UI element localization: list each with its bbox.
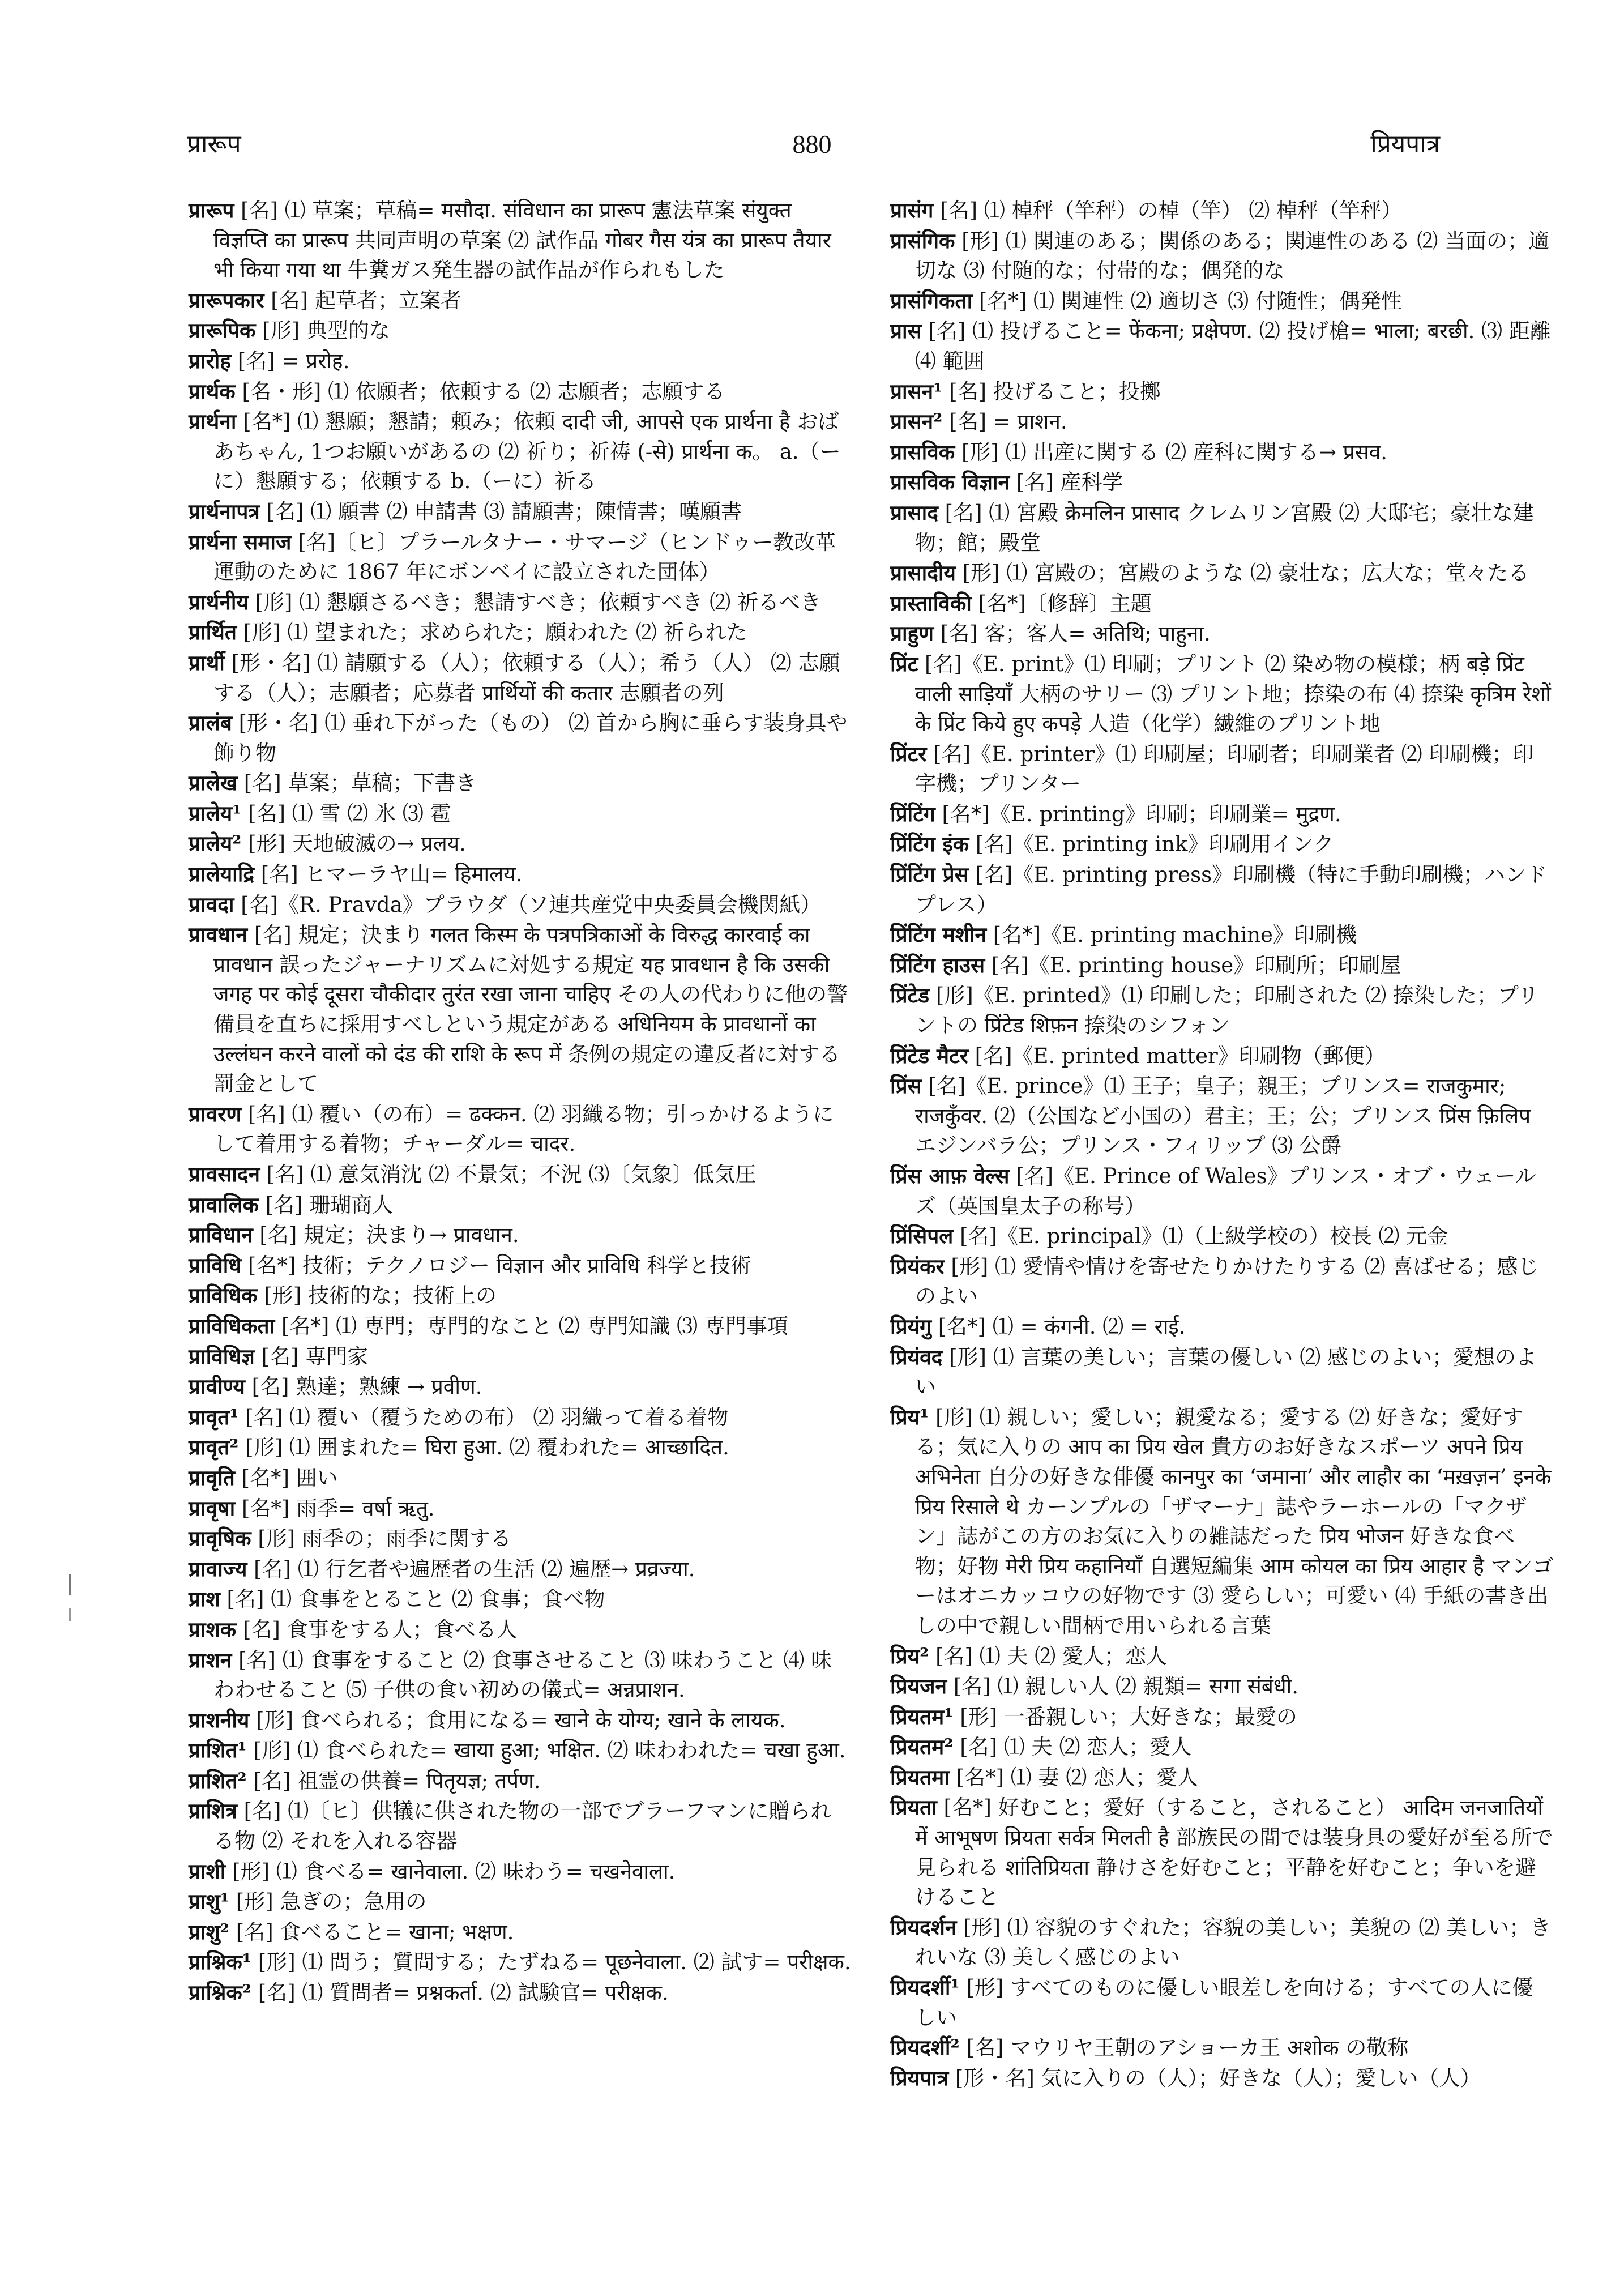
dictionary-entry bbox=[890, 407, 1554, 437]
headword: प्रियदर्शी¹ bbox=[890, 1975, 960, 2000]
headword: प्रावृत¹ bbox=[189, 1404, 239, 1429]
definition: [名*] ⑴ = कंगनी. ⑵ = राई. bbox=[931, 1314, 1186, 1339]
headword: प्राश्निक¹ bbox=[189, 1949, 251, 1975]
headword: प्रियंगु bbox=[890, 1313, 931, 1339]
definition: [名] ⑴ 夫 ⑵ 愛人；恋人 bbox=[929, 1644, 1167, 1668]
dictionary-entry bbox=[189, 1372, 852, 1402]
headword: प्रिंटर bbox=[890, 741, 927, 766]
dictionary-entry bbox=[189, 195, 852, 285]
dictionary-entry bbox=[890, 1973, 1554, 2033]
definition: [形] ⑴ 囲まれた= घिरा हुआ. ⑵ 覆われた= आच्छादित. bbox=[238, 1435, 729, 1460]
definition: [形] 技術的な；技術上の bbox=[257, 1283, 497, 1308]
headword: प्रावालिक bbox=[189, 1192, 259, 1217]
dictionary-entry bbox=[890, 860, 1554, 920]
dictionary-entry bbox=[890, 2063, 1554, 2094]
definition: [名*] ⑴ 専門；専門的なこと ⑵ 専門知識 ⑶ 専門事項 bbox=[275, 1313, 788, 1338]
definition: [形] 食べられる；食用になる= खाने के योग्य; खाने के लायक. bbox=[249, 1708, 786, 1732]
headword: प्रासाद bbox=[890, 500, 938, 525]
dictionary-entry bbox=[890, 286, 1554, 317]
dictionary-entry bbox=[890, 1762, 1554, 1793]
dictionary-entry bbox=[890, 1671, 1554, 1702]
definition: [名] ヒマーラヤ山= हिमालय. bbox=[254, 862, 523, 887]
headword: प्रार्थित bbox=[189, 620, 237, 645]
headword: प्राविधान bbox=[189, 1222, 253, 1248]
definition: [形] ⑴ 言葉の美しい；言葉の優しい ⑵ 感じのよい；愛想のよい bbox=[915, 1345, 1537, 1399]
headword: प्रियजन bbox=[890, 1674, 947, 1699]
definition: [名]《E. print》⑴ 印刷；プリント ⑵ 染め物の模様；柄 बड़े प्रिंट वाली साड़ियाँ 大柄のサリー ⑶ プリント地；捺染の布 ⑷ 捺染 कृत्रिम रेशों के प्रिंट किये हुए कपड़े 人造（化学）繊維のプリント地 bbox=[915, 651, 1551, 736]
headword: प्रार्थक bbox=[189, 378, 236, 404]
definition: [名] ⑴ 意気消沈 ⑵ 不景気；不況 ⑶〔気象〕低気圧 bbox=[260, 1162, 757, 1186]
headword: प्रियंकर bbox=[890, 1253, 945, 1279]
headword: प्रियपात्र bbox=[890, 2065, 949, 2090]
definition: [名]《E. printing press》印刷機（特に手動印刷機；ハンドプレス） bbox=[915, 863, 1548, 917]
headword: प्रिंटिंग मशीन bbox=[890, 922, 986, 947]
headword: प्रियदर्शी² bbox=[890, 2035, 960, 2060]
dictionary-entry bbox=[189, 1615, 852, 1645]
dictionary-entry bbox=[890, 950, 1554, 981]
definition: [名]《E. printed matter》印刷物（郵便） bbox=[968, 1043, 1386, 1068]
headword: प्रिंस bbox=[890, 1073, 922, 1099]
headword: प्रासविक विज्ञान bbox=[890, 470, 1010, 495]
definition: [名]《E. Prince of Wales》プリンス・オブ・ウェールズ（英国皇太子の称号） bbox=[915, 1164, 1536, 1218]
definition: [名] ⑴ 食事をすること ⑵ 食事させること ⑶ 味わうこと ⑷ 味わわせること ⑸ 子供の食い初めの儀式= अन्नप्राशन. bbox=[213, 1647, 832, 1702]
dictionary-entry bbox=[890, 618, 1554, 649]
dictionary-entry bbox=[189, 1584, 852, 1615]
definition: [形] ⑴ 愛情や情けを寄せたりかけたりする ⑵ 喜ばせる；感じのよい bbox=[915, 1254, 1539, 1309]
dictionary-entry bbox=[189, 1159, 852, 1190]
headword: प्रियदर्शन bbox=[890, 1914, 957, 1940]
definition: [名*]《E. printing》印刷；印刷業= मुद्रण. bbox=[935, 801, 1341, 826]
page-number: 880 bbox=[792, 130, 832, 159]
margin-mark bbox=[69, 1608, 71, 1621]
definition: [名*]〔修辞〕主題 bbox=[971, 591, 1152, 616]
dictionary-entry bbox=[890, 1041, 1554, 1072]
headword: प्राश्निक² bbox=[189, 1980, 251, 2005]
definition: [名] ⑴〔ヒ〕供犠に供された物の一部でブラーフマンに贈られる物 ⑵ それを入れる容器 bbox=[213, 1799, 832, 1854]
dictionary-entry bbox=[189, 1523, 852, 1554]
headword: प्रिंटेड bbox=[890, 983, 930, 1008]
dictionary-entry bbox=[189, 1463, 852, 1493]
definition: [名・形] ⑴ 依願者；依頼する ⑵ 志願者；志願する bbox=[235, 379, 725, 404]
definition: [名] ⑴ 願書 ⑵ 申請書 ⑶ 請願書；陳情書；嘆願書 bbox=[259, 499, 742, 524]
headword: प्रावृषिक bbox=[189, 1526, 251, 1551]
dictionary-entry bbox=[189, 1796, 852, 1856]
dictionary-entry bbox=[890, 558, 1554, 588]
headword: प्राशित¹ bbox=[189, 1738, 247, 1763]
dictionary-entry bbox=[890, 467, 1554, 498]
dictionary-entry bbox=[189, 708, 852, 768]
dictionary-entry bbox=[890, 498, 1554, 558]
dictionary-entry bbox=[189, 346, 852, 377]
definition: [形]《E. printed》⑴ 印刷した；印刷された ⑵ 捺染した；プリントの प्रिंटेड शिफ़न 捺染のシフォン bbox=[915, 983, 1539, 1038]
headword: प्रावृति bbox=[189, 1465, 235, 1490]
definition: [名*] 技術；テクノロジー विज्ञान और प्राविधि 科学と技術 bbox=[241, 1253, 751, 1278]
dictionary-entry bbox=[890, 1702, 1554, 1732]
definition: [名]〔ヒ〕プラールタナー・サマージ（ヒンドゥー教改革運動のために 1867 年にボンベイに設立された団体） bbox=[213, 530, 836, 584]
definition: [名*]《E. printing machine》印刷機 bbox=[986, 923, 1357, 947]
headword: प्रिंटेड मैटर bbox=[890, 1043, 968, 1068]
definition: [名*] ⑴ 関連性 ⑵ 適切さ ⑶ 付随性；偶発性 bbox=[972, 288, 1402, 313]
dictionary-entry bbox=[890, 1913, 1554, 1973]
dictionary-entry bbox=[890, 316, 1554, 376]
definition: [形] ⑴ 望まれた；求められた；願われた ⑵ 祈られた bbox=[236, 620, 747, 645]
dictionary-entry bbox=[189, 829, 852, 859]
definition: [名] 規定；決まり गलत किस्म के पत्रपत्रिकाओं के विरुद्ध कारवाई का प्रावधान 誤ったジャーナリズムに対処する規定 यह प्रावधान है कि उसकी जगह पर कोई दूसरा चौकीदार तुरंत रखा जाना चाहिए その人の代わりに他の警備員を直ちに採用すべしという規定がある अधिनियम के प्रावधानों का उल्लंघन करने वालों को दंड की राशि के रूप में 条例の規定の違反者に対する罰金として bbox=[213, 923, 848, 1096]
headword: प्रिय¹ bbox=[890, 1404, 929, 1429]
dictionary-entry bbox=[189, 315, 852, 346]
definition: [名] 熟達；熟練 → प्रवीण. bbox=[245, 1375, 482, 1399]
dictionary-entry bbox=[189, 497, 852, 527]
dictionary-entry bbox=[189, 1886, 852, 1917]
dictionary-entry bbox=[189, 1554, 852, 1585]
headword: प्रालेय¹ bbox=[189, 800, 242, 826]
definition: [名] 専門家 bbox=[254, 1344, 369, 1369]
headword: प्राविधिक bbox=[189, 1283, 258, 1308]
headword: प्राशनीय bbox=[189, 1707, 250, 1732]
headword: प्रियतम¹ bbox=[890, 1704, 954, 1729]
headword: प्रालेय² bbox=[189, 831, 242, 856]
definition: [名] ⑴ 質問者= प्रश्नकर्ता. ⑵ 試験官= परीक्षक. bbox=[251, 1981, 669, 2005]
definition: [名] 規定；決まり→ प्रावधान. bbox=[253, 1223, 519, 1248]
headword: प्राविधिकता bbox=[189, 1313, 275, 1338]
definition: [名] マウリヤ王朝のアショーカ王 अशोक の敬称 bbox=[959, 2035, 1409, 2060]
margin-mark bbox=[69, 1574, 71, 1595]
headword: प्रिंटिंग इंक bbox=[890, 831, 969, 857]
dictionary-entry bbox=[189, 1766, 852, 1796]
headword: प्रावरण bbox=[189, 1101, 242, 1126]
headword: प्रावाज्य bbox=[189, 1556, 247, 1581]
dictionary-entry bbox=[189, 285, 852, 316]
definition: [形] ⑴ 食べる= खानेवाला. ⑵ 味わう= चखनेवाला. bbox=[225, 1859, 676, 1884]
headword: प्राशु² bbox=[189, 1919, 230, 1944]
definition: [名] 客；客人= अतिथि; पाहुना. bbox=[934, 621, 1211, 646]
dictionary-entry bbox=[189, 587, 852, 618]
definition: [名]《E. printing ink》印刷用インク bbox=[969, 832, 1334, 857]
headword: प्रियंवद bbox=[890, 1344, 943, 1369]
dictionary-entry bbox=[189, 1342, 852, 1372]
headword: प्राशक bbox=[189, 1616, 237, 1642]
dictionary-entry bbox=[189, 1947, 852, 1978]
headword: प्रारूप bbox=[189, 198, 234, 223]
dictionary-entry bbox=[189, 1190, 852, 1220]
headword: प्रिंट bbox=[890, 651, 918, 676]
definition: [形・名] 気に入りの（人）；好きな（人）；愛しい（人） bbox=[948, 2065, 1481, 2090]
headword: प्रियता bbox=[890, 1795, 937, 1820]
definition: [形] ⑴ 親しい；愛しい；親愛なる；愛する ⑵ 好きな；愛好する；気に入りの आप का प्रिय खेल 貴方のお好きなスポーツ अपने प्रिय अभिनेता 自分の好きな俳優 कानपुर का ‘जमाना’ और लाहौर का ‘मख़ज़न’ इनके प्रिय रिसाले थे カーンプルの「ザマーナ」誌やラーホールの「マクザン」誌がこの方のお気に入りの雑誌だった प्रिय भोजन 好きな食べ物；好物 मेरी प्रिय कहानियाँ 自選短編集 आम कोयल का प्रिय आहार है マンゴーはオニカッコウの好物です ⑶ 愛らしい；可愛い ⑷ 手紙の書き出しの中で親しい間柄で用いられる言葉 bbox=[915, 1405, 1554, 1638]
definition: [形] ⑴ 宮殿の；宮殿のような ⑵ 豪壮な；広大な；堂々たる bbox=[955, 561, 1529, 586]
definition: [形] 一番親しい；大好きな；最愛の bbox=[953, 1704, 1297, 1729]
right-column bbox=[890, 195, 1554, 2093]
dictionary-entry bbox=[189, 890, 852, 920]
headword: प्रार्थना bbox=[189, 409, 237, 434]
dictionary-entry bbox=[890, 588, 1554, 619]
dictionary-entry bbox=[890, 2033, 1554, 2063]
headword: प्रावृत² bbox=[189, 1435, 239, 1460]
definition: [名]《E. printer》⑴ 印刷屋；印刷者；印刷業者 ⑵ 印刷機；印字機；プリンター bbox=[915, 741, 1534, 796]
headword: प्रासादीय bbox=[890, 560, 956, 586]
dictionary-entry bbox=[189, 1281, 852, 1311]
definition: [形] ⑴ 関連のある；関係のある；関連性のある ⑵ 当面の；適切な ⑶ 付随的な；付帯的な；偶発的な bbox=[915, 228, 1550, 283]
headword: प्रारूपिक bbox=[189, 318, 256, 343]
definition: [名] ⑴ 棹秤（竿秤）の棹（竿） ⑵ 棹秤（竿秤） bbox=[933, 198, 1403, 223]
definition: [形・名] ⑴ 垂れ下がった（もの） ⑵ 首から胸に垂らす装身具や飾り物 bbox=[213, 711, 848, 765]
definition: [形・名] ⑴ 請願する（人）；依頼する（人）；希う（人） ⑵ 志願する（人）；志願者；応募者 प्रार्थियों की कतार 志願者の列 bbox=[213, 650, 840, 705]
headword: प्राश bbox=[189, 1586, 220, 1612]
dictionary-entry bbox=[890, 226, 1554, 286]
definition: [形] 雨季の；雨季に関する bbox=[251, 1526, 511, 1551]
definition: [名]《E. principal》⑴（上級学校の）校長 ⑵ 元金 bbox=[953, 1224, 1448, 1249]
dictionary-entry bbox=[890, 1792, 1554, 1912]
headword: प्राविधिज्ञ bbox=[189, 1343, 255, 1369]
definition: [名] 産科学 bbox=[1010, 470, 1123, 495]
headword: प्रासन¹ bbox=[890, 378, 943, 404]
definition: [名]《E. prince》⑴ 王子；皇子；親王；プリンス= राजकुमार; राजकुँवर. ⑵（公国など小国の）君主；王；公；プリンス प्रिंस फ़िलिप エジンバラ公；プリンス・フィリップ ⑶ 公爵 bbox=[915, 1074, 1531, 1158]
dictionary-entry bbox=[189, 407, 852, 497]
headword: प्राशु¹ bbox=[189, 1889, 230, 1914]
headword: प्रावीण्य bbox=[189, 1374, 245, 1399]
dictionary-entry bbox=[890, 1071, 1554, 1161]
dictionary-entry bbox=[189, 1645, 852, 1705]
dictionary-entry bbox=[890, 739, 1554, 799]
definition: [名] ⑴ 雪 ⑵ 氷 ⑶ 雹 bbox=[241, 801, 451, 826]
dictionary-entry bbox=[189, 1402, 852, 1433]
headword: प्रासंगिकता bbox=[890, 288, 973, 313]
dictionary-entry bbox=[890, 980, 1554, 1040]
dictionary-entry bbox=[189, 1220, 852, 1250]
dictionary-entry bbox=[189, 1705, 852, 1736]
headword: प्रिंटिंग bbox=[890, 801, 935, 826]
headword: प्रार्थनीय bbox=[189, 589, 249, 614]
definition: [形] 急ぎの；急用の bbox=[229, 1889, 427, 1914]
headword: प्रिंसिपल bbox=[890, 1223, 954, 1249]
definition: [名] ⑴ 食事をとること ⑵ 食事；食べ物 bbox=[220, 1587, 605, 1612]
headword: प्रार्थना समाज bbox=[189, 529, 292, 554]
dictionary-entry bbox=[890, 1252, 1554, 1312]
dictionary-entry bbox=[189, 1735, 852, 1766]
definition: [名] ⑴ 草案；草稿= मसौदा. संविधान का प्रारूप 憲法草案 संयुक्त विज्ञप्ति का प्रारूप 共同声明の草案 ⑵ 試作品 गोबर गैस यंत्र का प्रारूप तैयार भी किया गया था 牛糞ガス発生器の試作品が作られもした bbox=[213, 198, 831, 283]
headword: प्रालंब bbox=[189, 710, 232, 736]
headword: प्रियतमा bbox=[890, 1764, 950, 1790]
headword: प्राविधि bbox=[189, 1252, 242, 1278]
definition: [名*] 囲い bbox=[234, 1465, 338, 1490]
definition: [形] ⑴ 問う；質問する；たずねる= पूछनेवाला. ⑵ 試す= परीक्षक. bbox=[251, 1950, 851, 1975]
dictionary-entry bbox=[890, 1402, 1554, 1641]
definition: [名] 食事をする人；食べる人 bbox=[236, 1617, 518, 1642]
definition: [名] 珊瑚商人 bbox=[258, 1192, 394, 1217]
dictionary-entry bbox=[890, 437, 1554, 468]
definition: [形] ⑴ 容貌のすぐれた；容貌の美しい；美貌の ⑵ 美しい；きれいな ⑶ 美しく感じのよい bbox=[915, 1915, 1552, 1970]
dictionary-entry bbox=[189, 1432, 852, 1463]
dictionary-entry bbox=[189, 527, 852, 587]
headword: प्रिंटिंग प्रेस bbox=[890, 862, 969, 887]
dictionary-entry bbox=[189, 1099, 852, 1159]
dictionary-entry bbox=[189, 617, 852, 648]
dictionary-entry bbox=[189, 1493, 852, 1524]
definition: [名]《R. Pravda》プラウダ（ソ連共産党中央委員会機関紙） bbox=[234, 892, 822, 917]
dictionary-entry bbox=[189, 1311, 852, 1342]
dictionary-entry bbox=[189, 768, 852, 799]
dictionary-entry bbox=[189, 1250, 852, 1281]
headword: प्रारूपकार bbox=[189, 287, 264, 313]
definition: [名] 投げること；投擲 bbox=[942, 379, 1161, 404]
definition: [名]《E. printing house》印刷所；印刷屋 bbox=[985, 953, 1401, 978]
dictionary-entry bbox=[189, 1856, 852, 1887]
dictionary-entry bbox=[189, 799, 852, 829]
headword: प्राशित² bbox=[189, 1768, 247, 1793]
definition: [形] すべてのものに優しい眼差しを向ける；すべての人に優しい bbox=[915, 1975, 1533, 2030]
definition: [名] ⑴ 宮殿 क्रेमलिन प्रासाद クレムリン宮殿 ⑵ 大邸宅；豪壮な建物；館；殿堂 bbox=[915, 500, 1534, 555]
headword: प्रास्ताविकी bbox=[890, 590, 972, 616]
dictionary-entry bbox=[189, 648, 852, 708]
definition: [名*] 雨季= वर्षा ऋतु. bbox=[235, 1496, 435, 1521]
headword: प्रिंस आफ़ वेल्स bbox=[890, 1163, 1010, 1188]
dictionary-entry bbox=[890, 829, 1554, 860]
definition: [名] ⑴ 覆い（覆うための布） ⑵ 羽織って着る着物 bbox=[238, 1405, 729, 1429]
definition: [名] ⑴ 親しい人 ⑵ 親類= सगा संबंधी. bbox=[947, 1674, 1298, 1699]
definition: [名] ⑴ 夫 ⑵ 恋人；愛人 bbox=[953, 1735, 1192, 1760]
headword: प्रिय² bbox=[890, 1643, 929, 1668]
definition: [名] = प्राशन. bbox=[942, 409, 1067, 434]
running-head-right: प्रियपात्र bbox=[1370, 130, 1440, 159]
definition: [形] ⑴ 懇願さるべき；懇請すべき；依頼すべき ⑵ 祈るべき bbox=[248, 590, 822, 614]
dictionary-entry bbox=[890, 1312, 1554, 1342]
headword: प्रासंग bbox=[890, 198, 934, 223]
definition: [名] 草案；草稿；下書き bbox=[237, 771, 477, 796]
dictionary-entry bbox=[189, 1917, 852, 1948]
dictionary-entry bbox=[890, 1161, 1554, 1221]
headword: प्रासंगिक bbox=[890, 228, 955, 253]
definition: [形] 典型的な bbox=[255, 318, 390, 343]
dictionary-entry bbox=[890, 920, 1554, 950]
headword: प्राहुण bbox=[890, 621, 934, 646]
dictionary-entry bbox=[189, 859, 852, 890]
headword: प्रास bbox=[890, 318, 922, 344]
dictionary-entry bbox=[189, 377, 852, 407]
dictionary-entry bbox=[890, 1221, 1554, 1252]
left-column bbox=[189, 195, 852, 2008]
dictionary-entry bbox=[890, 1732, 1554, 1762]
headword: प्रासन² bbox=[890, 409, 943, 434]
definition: [名] ⑴ 行乞者や遍歴者の生活 ⑵ 遍歴→ प्रव्रज्या. bbox=[247, 1556, 695, 1581]
dictionary-entry bbox=[890, 195, 1554, 226]
definition: [名*] ⑴ 懇願；懇請；頼み；依頼 दादी जी, आपसे एक प्रार्थना है おばあちゃん, 1つお願いがあるの ⑵ 祈り；祈祷 (-से) प्रार्थना क。 a.（ーに）懇願する；依頼する b.（ーに）祈る bbox=[213, 409, 841, 494]
definition: [名] = प्ररोह. bbox=[231, 348, 350, 373]
headword: प्रालेयाद्रि bbox=[189, 861, 254, 887]
headword: प्राशी bbox=[189, 1858, 226, 1884]
dictionary-entry bbox=[890, 1342, 1554, 1402]
definition: [名] ⑴ 覆い（の布）= ढक्कन. ⑵ 羽織る物；引っかけるようにして着用する着物；チャーダル= चादर. bbox=[213, 1102, 834, 1156]
definition: [名*] 好むこと；愛好（すること，されること） आदिम जनजातियों में आभूषण प्रियता सर्वत्र मिलती है 部族民の間では装身具の愛好が至る所で見られる शांतिप्रियता 静けさを好むこと；平静を好むこと；争いを避けること bbox=[915, 1795, 1553, 1910]
headword: प्रारोह bbox=[189, 348, 231, 373]
definition: [形] ⑴ 出産に関する ⑵ 産科に関する→ प्रसव. bbox=[955, 439, 1388, 464]
headword: प्राशन bbox=[189, 1647, 232, 1672]
running-head-left: प्रारूप bbox=[187, 130, 241, 159]
headword: प्राशित्र bbox=[189, 1798, 237, 1824]
definition: [名] 起草者；立案者 bbox=[264, 288, 461, 313]
dictionary-entry bbox=[890, 377, 1554, 407]
definition: [名*] ⑴ 妻 ⑵ 恋人；愛人 bbox=[949, 1765, 1199, 1790]
headword: प्रार्थी bbox=[189, 650, 225, 675]
dictionary-entry bbox=[189, 920, 852, 1099]
dictionary-entry bbox=[890, 799, 1554, 830]
headword: प्रावदा bbox=[189, 891, 234, 917]
dictionary-entry bbox=[890, 1641, 1554, 1672]
headword: प्रालेख bbox=[189, 770, 237, 796]
definition: [名] ⑴ 投げること= फेंकना; प्रक्षेपण. ⑵ 投げ槍= भाला; बरछी. ⑶ 距離 ⑷ 範囲 bbox=[915, 319, 1551, 373]
headword: प्रावधान bbox=[189, 922, 248, 947]
headword: प्रावृषा bbox=[189, 1495, 236, 1521]
dictionary-entry bbox=[890, 649, 1554, 739]
definition: [名] 祖霊の供養= पितृयज्ञ; तर्पण. bbox=[246, 1768, 541, 1793]
definition: [名] 食べること= खाना; भक्षण. bbox=[229, 1919, 514, 1944]
headword: प्रावसादन bbox=[189, 1162, 260, 1186]
headword: प्रार्थनापत्र bbox=[189, 498, 260, 524]
headword: प्रियतम² bbox=[890, 1734, 954, 1760]
headword: प्रिंटिंग हाउस bbox=[890, 952, 985, 978]
headword: प्रासविक bbox=[890, 439, 955, 464]
definition: [形] 天地破滅の→ प्रलय. bbox=[241, 831, 466, 856]
dictionary-entry bbox=[189, 1978, 852, 2008]
definition: [形] ⑴ 食べられた= खाया हुआ; भक्षित. ⑵ 味わわれた= चखा हुआ. bbox=[246, 1738, 846, 1763]
